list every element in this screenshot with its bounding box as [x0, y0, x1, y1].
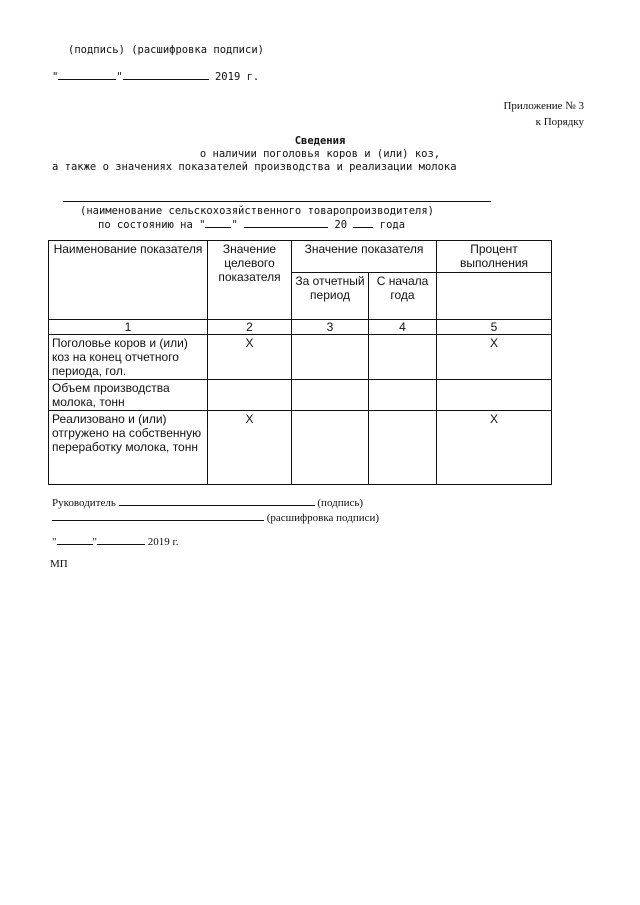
- column-number-2: 2: [208, 320, 292, 335]
- head-decode-line: [52, 511, 379, 524]
- row-name: Объем производства молока, тонн: [49, 380, 208, 411]
- bottom-date-quote-open: ": [52, 536, 57, 548]
- row-period[interactable]: [292, 335, 369, 380]
- head-decode-blank[interactable]: [52, 511, 264, 521]
- asof-day-blank[interactable]: [205, 218, 231, 228]
- table-row: [49, 411, 552, 485]
- table-row: [49, 380, 552, 411]
- row-percent[interactable]: [437, 380, 552, 411]
- row-target[interactable]: [208, 380, 292, 411]
- head-signature-line: [52, 496, 363, 509]
- column-number-1: 1: [49, 320, 208, 335]
- column-number-5: 5: [437, 320, 552, 335]
- title-line3: а также о значениях показателей производства и реализации молока: [52, 161, 457, 173]
- column-number-3: 3: [292, 320, 369, 335]
- head-decode-caption: (расшифровка подписи): [266, 512, 380, 524]
- title-line2: о наличии поголовья коров и (или) коз,: [199, 148, 441, 160]
- top-date-quote-open: ": [52, 71, 59, 83]
- row-period[interactable]: [292, 411, 369, 485]
- row-since-start[interactable]: [369, 411, 437, 485]
- appendix-line2: к Порядку: [535, 116, 584, 128]
- title-line1: Сведения: [294, 135, 346, 147]
- row-target[interactable]: Х: [208, 411, 292, 485]
- column-numbers-row: [49, 320, 552, 335]
- asof-prefix: по состоянию на ": [98, 219, 206, 231]
- table-row: [49, 335, 552, 380]
- asof-year-blank[interactable]: [353, 218, 373, 228]
- header-target: Значение целевого показателя: [208, 241, 292, 320]
- row-percent[interactable]: Х: [437, 335, 552, 380]
- appendix-line1: Приложение № 3: [503, 100, 584, 112]
- row-name: Поголовье коров и (или) коз на конец отчетного периода, гол.: [49, 335, 208, 380]
- row-name: Реализовано и (или) отгружено на собственную переработку молока, тонн: [49, 411, 208, 485]
- header-period: За отчетный период: [292, 272, 369, 319]
- row-percent[interactable]: Х: [437, 411, 552, 485]
- asof-suffix: года: [379, 219, 406, 231]
- document-title: [0, 135, 640, 174]
- bottom-date-day-blank[interactable]: [57, 535, 93, 545]
- producer-caption: (наименование сельскохозяйственного товаропроизводителя): [80, 205, 435, 217]
- row-since-start[interactable]: [369, 380, 437, 411]
- header-name: Наименование показателя: [49, 241, 208, 320]
- header-percent: Процент выполнения: [437, 241, 552, 273]
- header-since-start: С начала года: [369, 272, 437, 319]
- row-target[interactable]: Х: [208, 335, 292, 380]
- top-signature-caption: (подпись) (расшифровка подписи): [68, 44, 264, 56]
- appendix-reference: [503, 98, 584, 130]
- top-date-quote-close: ": [116, 71, 123, 83]
- top-date-month-blank[interactable]: [123, 70, 209, 80]
- top-date-year: 2019 г.: [214, 71, 260, 83]
- top-date-day-blank[interactable]: [58, 70, 116, 80]
- row-period[interactable]: [292, 380, 369, 411]
- asof-year: 20: [334, 219, 348, 231]
- row-since-start[interactable]: [369, 335, 437, 380]
- bottom-date-month-blank[interactable]: [97, 535, 145, 545]
- header-percent-sub: [437, 272, 552, 319]
- head-signature-caption: (подпись): [317, 497, 364, 509]
- head-signature-blank[interactable]: [119, 496, 315, 506]
- asof-date-line: [98, 218, 405, 231]
- bottom-date-year: 2019 г.: [147, 536, 179, 548]
- top-date-line: [52, 70, 259, 83]
- header-value: Значение показателя: [292, 241, 437, 273]
- producer-name-blank[interactable]: [63, 201, 491, 202]
- head-label: Руководитель: [52, 497, 116, 509]
- indicators-table: [48, 240, 552, 485]
- asof-month-blank[interactable]: [244, 218, 328, 228]
- bottom-date-quote-close: ": [92, 536, 97, 548]
- stamp-place: МП: [50, 558, 68, 570]
- asof-middle: ": [231, 219, 238, 231]
- column-number-4: 4: [369, 320, 437, 335]
- bottom-date-line: [52, 535, 179, 548]
